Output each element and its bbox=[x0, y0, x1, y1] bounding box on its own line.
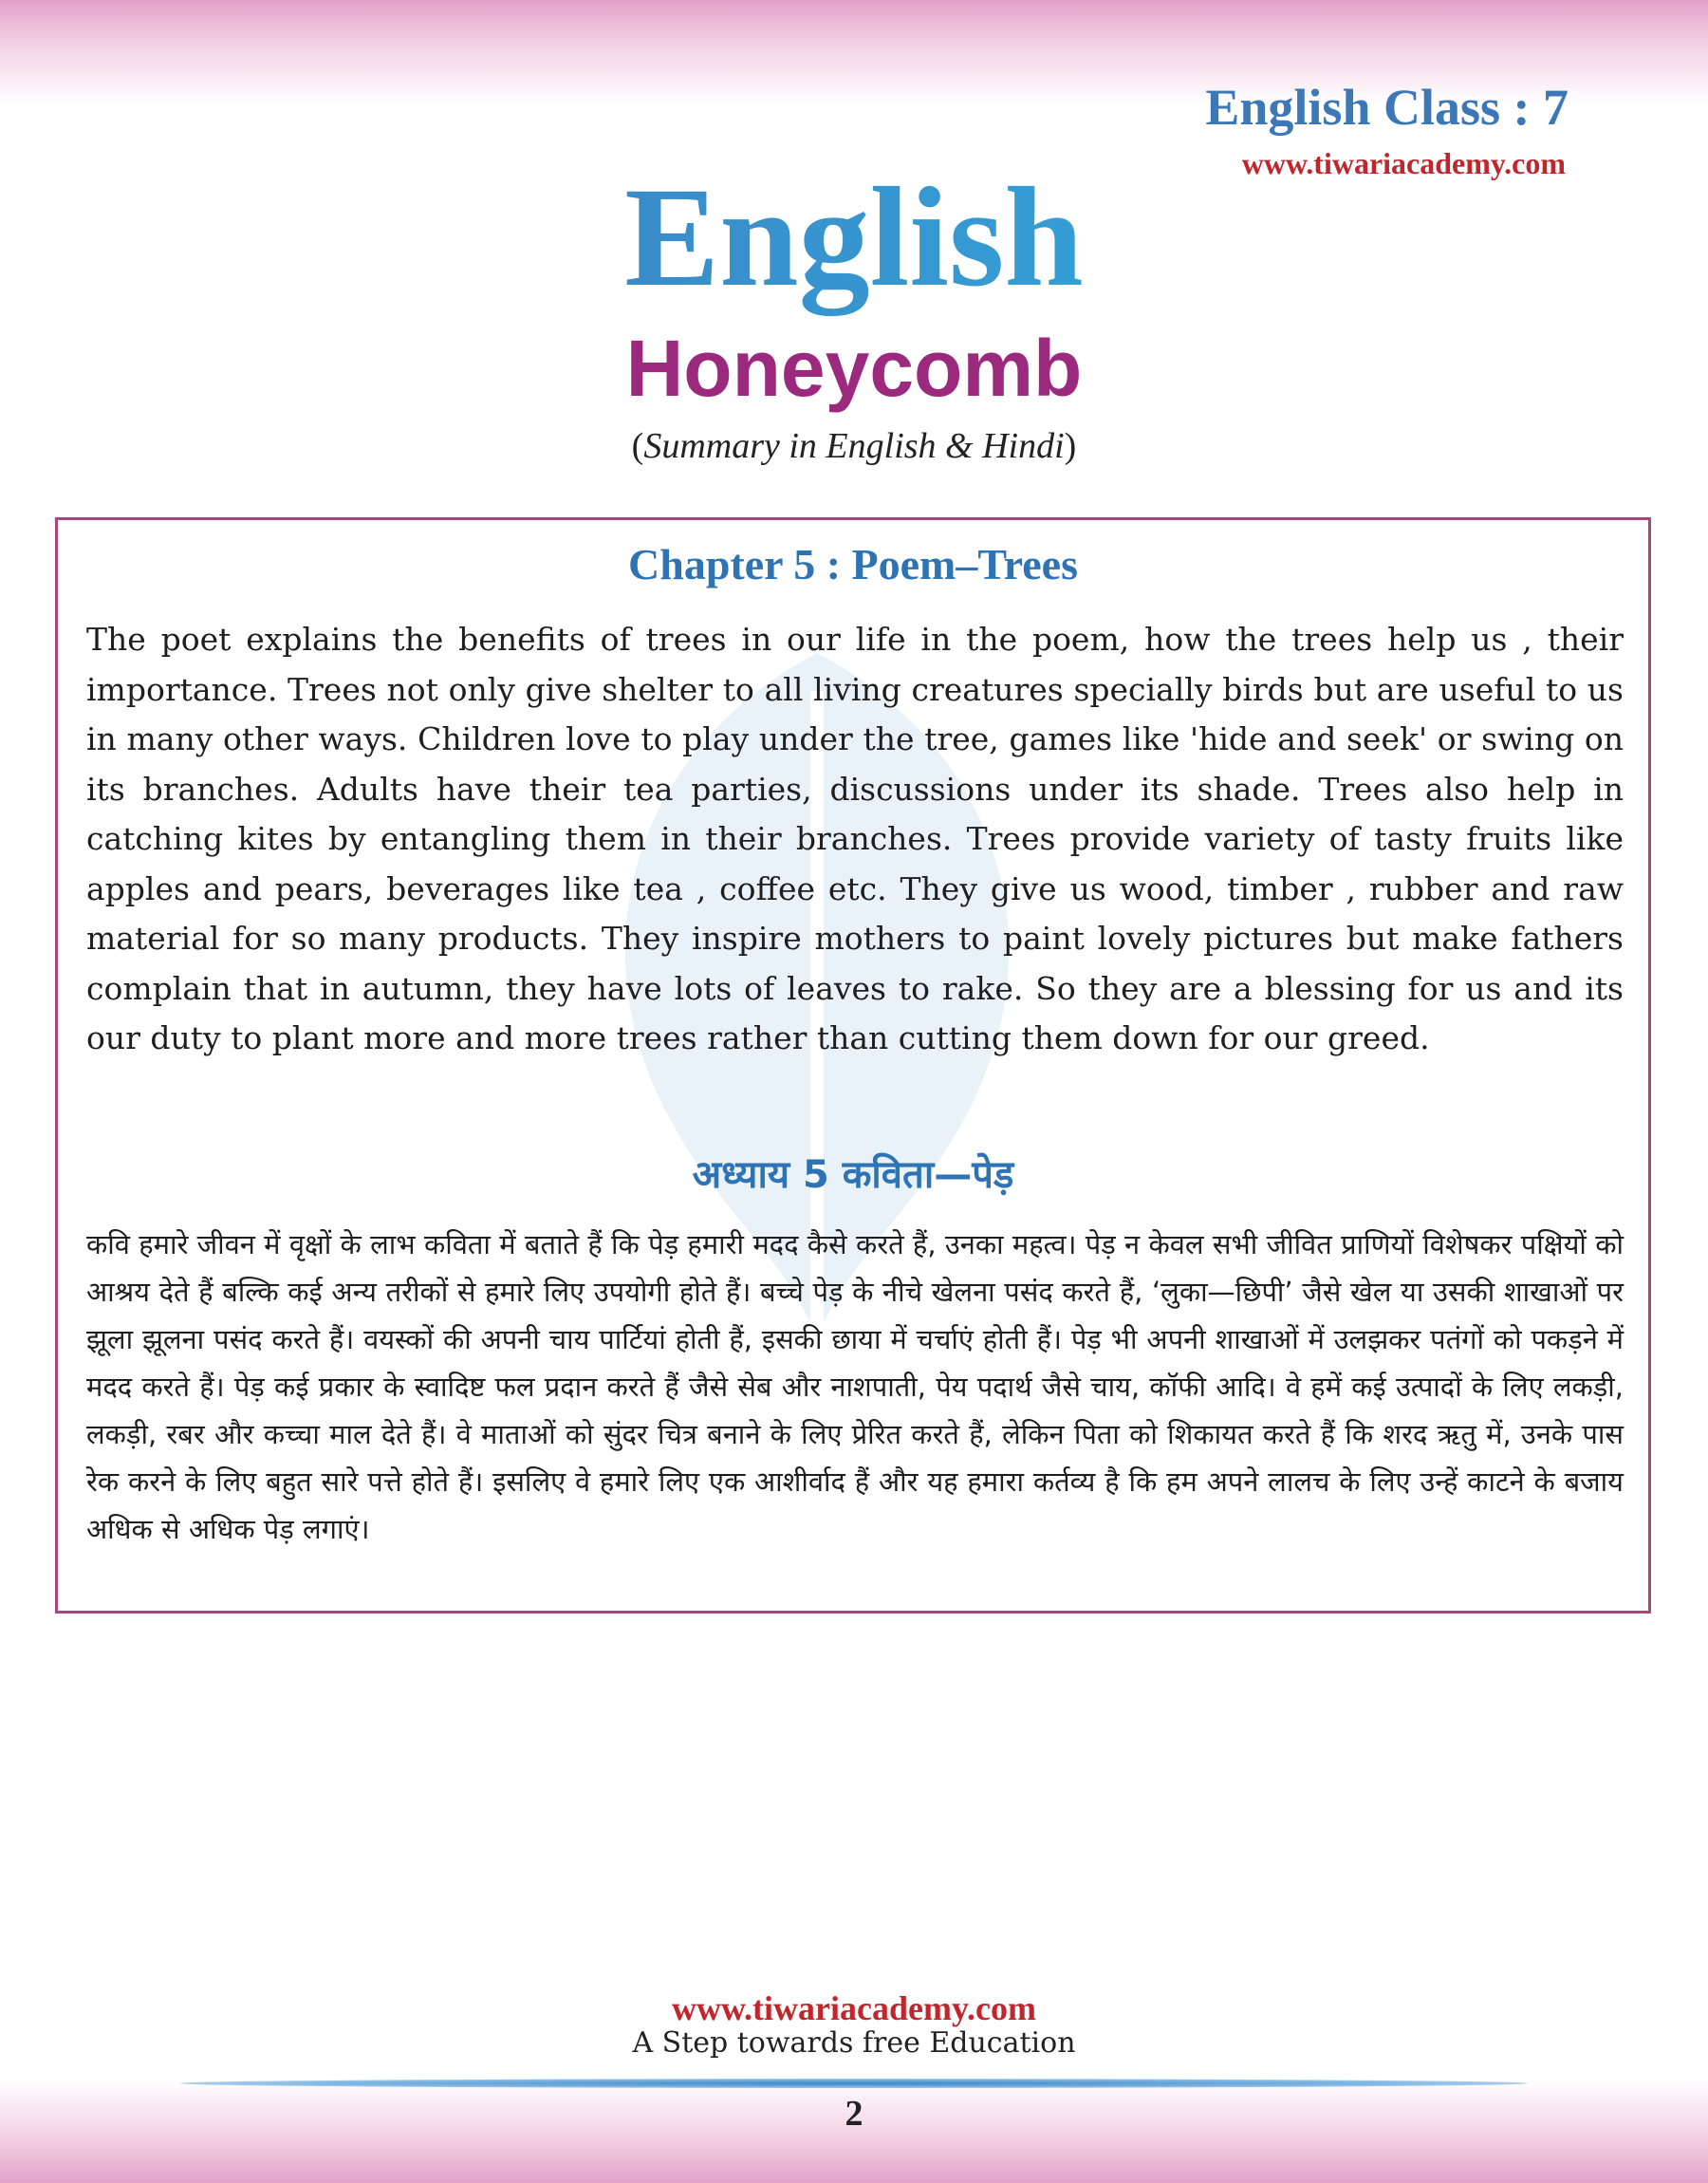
summary-card bbox=[55, 517, 1651, 1614]
chapter-heading-hindi: अध्याय 5 कविता—पेड़ bbox=[692, 1153, 1014, 1197]
page-number: 2 bbox=[845, 2094, 863, 2134]
footer-website-link[interactable]: www.tiwariacademy.com bbox=[672, 1989, 1036, 2027]
summary-paragraph-english: The poet explains the benefits of trees in our life in the poem, how the trees help us , their importance. Trees not only give shelter to all living creatures specially birds but are useful to us in many other ways. Children love to play under the tree, games like 'hide and seek' or swing on its branches. Adults have their tea parties, discussions under its shade. Trees also help in catching kites by entangling them in their branches. Trees provide variety of tasty fruits like apples and pears, beverages like tea , coffee etc. They give us wood, timber , rubber and raw material for so many products. They inspire mothers to paint lovely pictures but make fathers complain that in autumn, they have lots of leaves to rake. So they are a blessing for us and its our duty to plant more and more trees rather than cutting them down for our greed. bbox=[86, 621, 1624, 1056]
tagline-close-paren: ) bbox=[1064, 426, 1077, 466]
chapter-heading-english: Chapter 5 : Poem–Trees bbox=[628, 540, 1078, 588]
book-title: Honeycomb bbox=[625, 324, 1083, 413]
page-title: English bbox=[0, 157, 1708, 318]
tagline-open-paren: ( bbox=[631, 426, 644, 466]
summary-paragraph-hindi: कवि हमारे जीवन में वृक्षों के लाभ कविता में बताते हैं कि पेड़ हमारी मदद कैसे करते हैं, उनका महत्व। पेड़ न केवल सभी जीवित प्राणियों विशेषकर पक्षियों को आश्रय देते हैं बल्कि कई अन्य तरीकों से हमारे लिए उपयोगी होते हैं। बच्चे पेड़ के नीचे खेलना पसंद करते हैं, ‘लुका—छिपी’ जैसे खेल या उसकी शाखाओं पर झूला झूलना पसंद करते हैं। वयस्कों की अपनी चाय पार्टियां होती हैं, इसकी छाया में चर्चाएं होती हैं। पेड़ भी अपनी शाखाओं में उलझकर पतंगों को पकड़ने में मदद करते हैं। पेड़ कई प्रकार के स्वादिष्ट फल प्रदान करते हैं जैसे सेब और नाशपाती, पेय पदार्थ जैसे चाय, कॉफी आदि। वे हमें कई उत्पादों के लिए लकड़ी, लकड़ी, रबर और कच्चा माल देते हैं। वे माताओं को सुंदर चित्र बनाने के लिए प्रेरित करते हैं, लेकिन पिता को शिकायत करते हैं कि शरद ऋतु में, उनके पास रेक करने के लिए बहुत सारे पत्ते होते हैं। इसलिए वे हमारे लिए एक आशीर्वाद हैं और यह हमारा कर्तव्य है कि हम अपने लालच के लिए उन्हें काटने के बजाय अधिक से अधिक पेड़ लगाएं। bbox=[86, 1228, 1624, 1545]
class-label: English Class : 7 bbox=[1205, 79, 1569, 136]
footer-divider bbox=[180, 2079, 1528, 2088]
tagline-text: Summary in English & Hindi bbox=[643, 426, 1065, 466]
summary-tagline bbox=[0, 425, 1708, 467]
footer-tagline: A Step towards free Education bbox=[632, 2026, 1076, 2060]
